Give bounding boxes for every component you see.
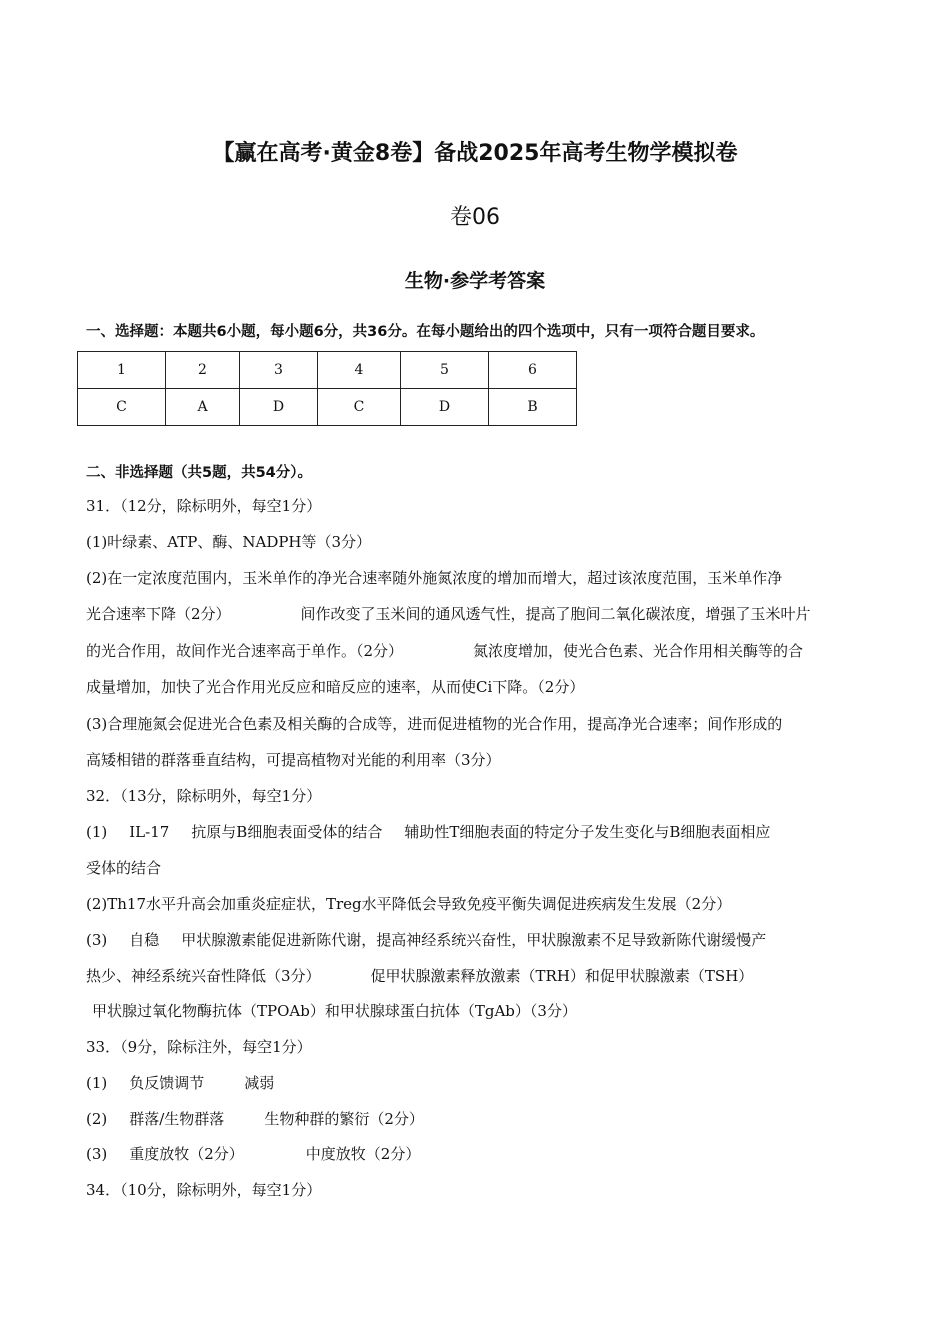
answer-text: (1) — [86, 1074, 108, 1092]
question-number-cell: 2 — [166, 352, 240, 389]
answer-text: 群落/生物群落 — [129, 1110, 225, 1128]
section2-heading: 二、非选择题（共5题，共54分）。 — [86, 465, 313, 481]
answer-text: 减弱 — [244, 1074, 275, 1092]
answer-text: 受体的结合 — [86, 859, 162, 877]
answer-line — [86, 1179, 321, 1200]
answer-line — [86, 531, 371, 552]
answer-text: (3)合理施氮会促进光合色素及相关酶的合成等，进而促进植物的光合作用，提高净光合速率；间作形成的 — [86, 715, 783, 733]
answer-text: 32．（13分，除标明外，每空1分） — [86, 787, 322, 805]
answer-text: (1) — [86, 823, 108, 841]
answer-text: (1)叶绿素、ATP、酶、NADPH等（3分） — [86, 533, 372, 551]
answer-text: 负反馈调节 — [129, 1074, 205, 1092]
question-number-cell: 4 — [318, 352, 401, 389]
answer-text: IL-17 — [129, 823, 170, 841]
answer-line — [86, 1108, 424, 1129]
answer-text: 自稳 — [129, 931, 160, 949]
answer-cell: D — [401, 389, 489, 426]
answer-line — [86, 1143, 420, 1164]
answer-text: (3) — [86, 931, 108, 949]
answer-text: (2) — [86, 1110, 108, 1128]
question-number-cell: 1 — [78, 352, 166, 389]
answer-line — [86, 676, 584, 697]
answer-line — [86, 749, 501, 770]
answer-text: 间作改变了玉米间的通风透气性，提高了胞间二氧化碳浓度，增强了玉米叶片 — [300, 605, 811, 623]
answer-table — [77, 351, 577, 426]
answer-line — [86, 1072, 274, 1093]
answer-line — [86, 785, 321, 806]
answer-cell: D — [240, 389, 318, 426]
answer-text: (2)Th17水平升高会加重炎症症状，Treg水平降低会导致免疫平衡失调促进疾病发生发展（2分） — [86, 895, 732, 913]
document-subtitle: 生物·参学考答案 — [404, 270, 546, 292]
answer-text: 33．（9分，除标注外，每空1分） — [86, 1038, 312, 1056]
answer-line — [86, 640, 803, 661]
answer-text: 中度放牧（2分） — [305, 1145, 421, 1163]
answer-text: 的光合作用，故间作光合速率高于单作。（2分） — [86, 642, 404, 660]
document-title: 【赢在高考·黄金8卷】备战2025年高考生物学模拟卷 — [212, 141, 738, 166]
answer-table-answer-row — [78, 389, 577, 426]
answer-line — [86, 495, 321, 516]
section1-heading: 一、选择题：本题共6小题，每小题6分，共36分。在每小题给出的四个选项中，只有一项符合题目要求。 — [86, 324, 765, 340]
answer-text: 光合速率下降（2分） — [86, 605, 231, 623]
paper-number: 卷06 — [450, 205, 500, 230]
answer-text: 热少、神经系统兴奋性降低（3分） — [86, 967, 321, 985]
answer-line — [86, 965, 753, 986]
answer-line — [86, 821, 770, 842]
answer-text: 31．（12分，除标明外，每空1分） — [86, 497, 322, 515]
answer-text: 重度放牧（2分） — [129, 1145, 244, 1163]
answer-text: 辅助性T细胞表面的特定分子发生变化与B细胞表面相应 — [404, 823, 771, 841]
answer-text: 抗原与B细胞表面受体的结合 — [191, 823, 383, 841]
answer-line — [86, 893, 731, 914]
answer-cell: B — [489, 389, 577, 426]
question-number-cell: 5 — [401, 352, 489, 389]
answer-text: 高矮相错的群落垂直结构，可提高植物对光能的利用率（3分） — [86, 751, 501, 769]
answer-line — [86, 929, 766, 950]
answer-table-number-row — [78, 352, 577, 389]
answer-line — [86, 567, 782, 588]
answer-text: 促甲状腺激素释放激素（TRH）和促甲状腺激素（TSH） — [370, 967, 754, 985]
answer-text: 成量增加，加快了光合作用光反应和暗反应的速率，从而使Ci下降。（2分） — [86, 678, 585, 696]
answer-cell: C — [78, 389, 166, 426]
question-number-cell: 6 — [489, 352, 577, 389]
answer-text: 生物种群的繁衍（2分） — [264, 1110, 424, 1128]
answer-text: 甲状腺激素能促进新陈代谢，提高神经系统兴奋性，甲状腺激素不足导致新陈代谢缓慢产 — [181, 931, 767, 949]
answer-text: (2)在一定浓度范围内，玉米单作的净光合速率随外施氮浓度的增加而增大，超过该浓度范围，玉米单作净 — [86, 569, 783, 587]
answer-text: 甲状腺过氧化物酶抗体（TPOAb）和甲状腺球蛋白抗体（TgAb）（3分） — [92, 1002, 577, 1020]
answer-line — [92, 1000, 577, 1021]
answer-text: 34．（10分，除标明外，每空1分） — [86, 1181, 322, 1199]
answer-line — [86, 603, 811, 624]
answer-line — [86, 713, 782, 734]
answer-line — [86, 1036, 312, 1057]
answer-cell: A — [166, 389, 240, 426]
answer-cell: C — [318, 389, 401, 426]
answer-line — [86, 857, 161, 878]
answer-text: (3) — [86, 1145, 108, 1163]
answer-text: 氮浓度增加，使光合色素、光合作用相关酶等的合 — [473, 642, 804, 660]
question-number-cell: 3 — [240, 352, 318, 389]
